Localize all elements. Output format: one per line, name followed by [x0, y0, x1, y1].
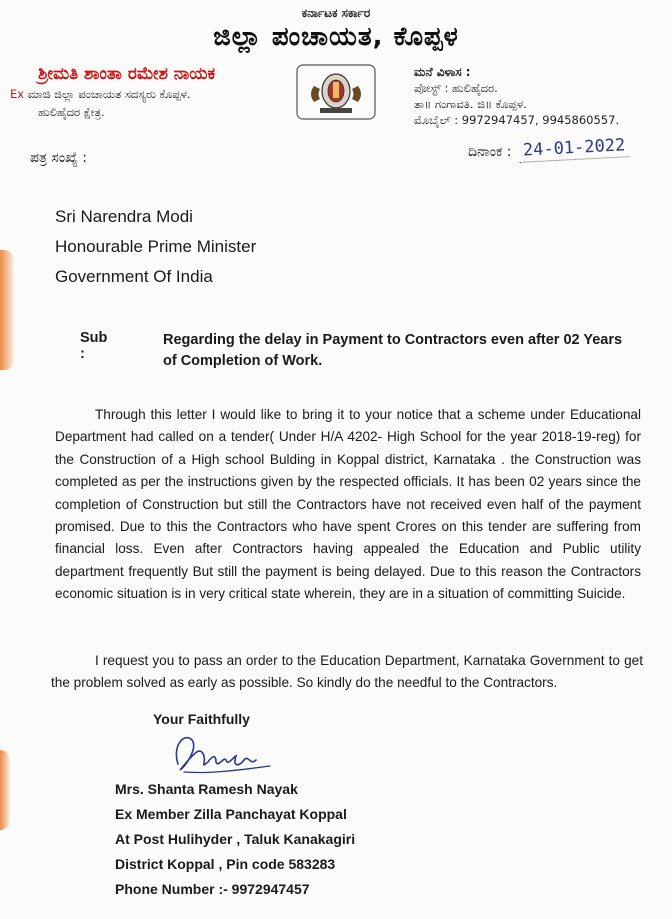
address-heading: ಮನೆ ವಿಳಾಸ :	[414, 65, 471, 79]
paper-edge-stain-top	[0, 250, 14, 370]
handwritten-signature	[170, 726, 280, 782]
state-government-title: ಕರ್ನಾಟಕ ಸರ್ಕಾರ	[301, 6, 371, 20]
date-label: ದಿನಾಂಕ :	[468, 144, 512, 160]
sender-block	[115, 777, 355, 902]
date-value: 24-01-2022	[519, 135, 630, 163]
address-mobile: ಮೊಬೈಲ್ : 9972947457, 9945860557.	[414, 113, 620, 127]
addressee-title: Honourable Prime Minister	[55, 237, 257, 256]
office-title: ಜಿಲ್ಲಾ ಪಂಚಾಯತ, ಕೊಪ್ಪಳ	[213, 22, 459, 52]
sender-address: At Post Hulihyder , Taluk Kanakagiri	[115, 831, 356, 847]
addressee-government: Government Of India	[55, 267, 213, 286]
body-paragraph-2: I request you to pass an order to the Education Department, Karnataka Government to get the problem solved as early as possible. So kindly do the needful to the Contractors.	[51, 653, 643, 690]
sender-name: Mrs. Shanta Ramesh Nayak	[115, 781, 298, 797]
subject-text: Regarding the delay in Payment to Contractors even after 02 Years of Completion of Work.	[163, 332, 623, 369]
sender-district: District Koppal , Pin code 583283	[115, 856, 336, 872]
member-block	[10, 64, 216, 120]
state-emblem-icon	[296, 64, 376, 120]
ex-marker: Ex	[10, 87, 25, 101]
date-row	[468, 135, 630, 161]
subject-label: Sub :	[80, 330, 108, 362]
addressee-name: Sri Narendra Modi	[55, 207, 193, 226]
reference-number-label: ಪತ್ರ ಸಂಖ್ಯೆ :	[30, 150, 87, 166]
sender-position: Ex Member Zilla Panchayat Koppal	[115, 806, 347, 822]
address-block	[414, 64, 619, 128]
sender-phone: Phone Number :- 9972947457	[115, 881, 310, 897]
address-taluk: ತಾ॥ ಗಂಗಾವತಿ. ಜಿ॥ ಕೊಪ್ಪಳ.	[414, 97, 527, 111]
body-paragraph-1: Through this letter I would like to bring it to your notice that a scheme under Educational Department had called on a tender( Under H/A 4202- High School for the year 2018-19-reg) for the Construction of a High school Bulding in Koppal district, Karnataka . the Construction was completed as per the instructions given by the respected officials. It has been 02 years since the completion of Construction but still the Contractors have not received even half of the payment promised. Due to this the Contractors who have spent Crores on this tender are suffering from financial loss. Even after Contractors having appealed the Education and Public utility department frequently But still the payment is being delayed. Due to this reason the Contractors economic situation is in very critical state wherein, they are in a situation of committing Suicide.	[55, 407, 641, 602]
addressee-block	[55, 202, 256, 292]
member-name: ಶ್ರೀಮತಿ ಶಾಂತಾ ರಮೇಶ ನಾಯಕ	[38, 64, 216, 84]
member-designation-row	[10, 87, 215, 102]
closing-salutation: Your Faithfully	[153, 711, 250, 727]
address-post: ಪೋಸ್ಟ್ : ಹುಲಿಹೈದರ.	[414, 81, 498, 95]
member-designation: ಮಾಜಿ ಜಿಲ್ಲಾ ಪಂಚಾಯತ ಸದಸ್ಯರು ಕೊಪ್ಪಳ.	[27, 87, 191, 101]
member-constituency: ಹುಲಿಹೈದರ ಕ್ಷೇತ್ರ.	[38, 105, 105, 119]
paper-edge-stain-bottom	[0, 750, 10, 830]
